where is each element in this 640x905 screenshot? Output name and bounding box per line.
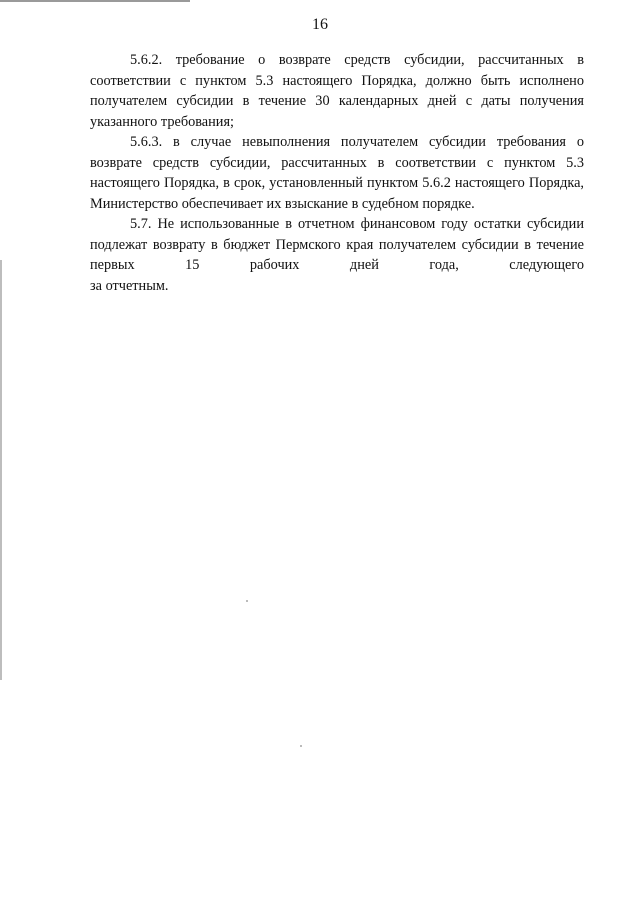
page-number: 16 bbox=[312, 16, 328, 33]
scan-artifact-left-edge bbox=[0, 260, 2, 680]
document-body bbox=[90, 50, 584, 296]
scan-speck bbox=[246, 600, 248, 602]
scan-artifact-top-line bbox=[0, 0, 190, 2]
paragraph-5-7: 5.7. Не использованные в отчетном финансовом году остатки субсидии подлежат возврату в бюджет Пермского края получателем субсидии в течение первых 15 рабочих дней года, следующего bbox=[90, 216, 584, 273]
paragraph-5-6-2: 5.6.2. требование о возврате средств субсидии, рассчитанных в соответствии с пунктом 5.3 настоящего Порядка, должно быть исполнено получателем субсидии в течение 30 календарных дней с даты получения указанного требования; bbox=[90, 52, 584, 130]
scan-speck bbox=[300, 745, 302, 747]
paragraph-5-6-3: 5.6.3. в случае невыполнения получателем субсидии требования о возврате средств субсидии, рассчитанных в соответствии с пунктом 5.3 настоящего Порядка, в срок, установленный пунктом 5.6.2 настоящего Порядка, Министерство обеспечивает их взыскание в судебном порядке. bbox=[90, 134, 584, 212]
paragraph-5-7-tail: за отчетным. bbox=[90, 277, 169, 294]
